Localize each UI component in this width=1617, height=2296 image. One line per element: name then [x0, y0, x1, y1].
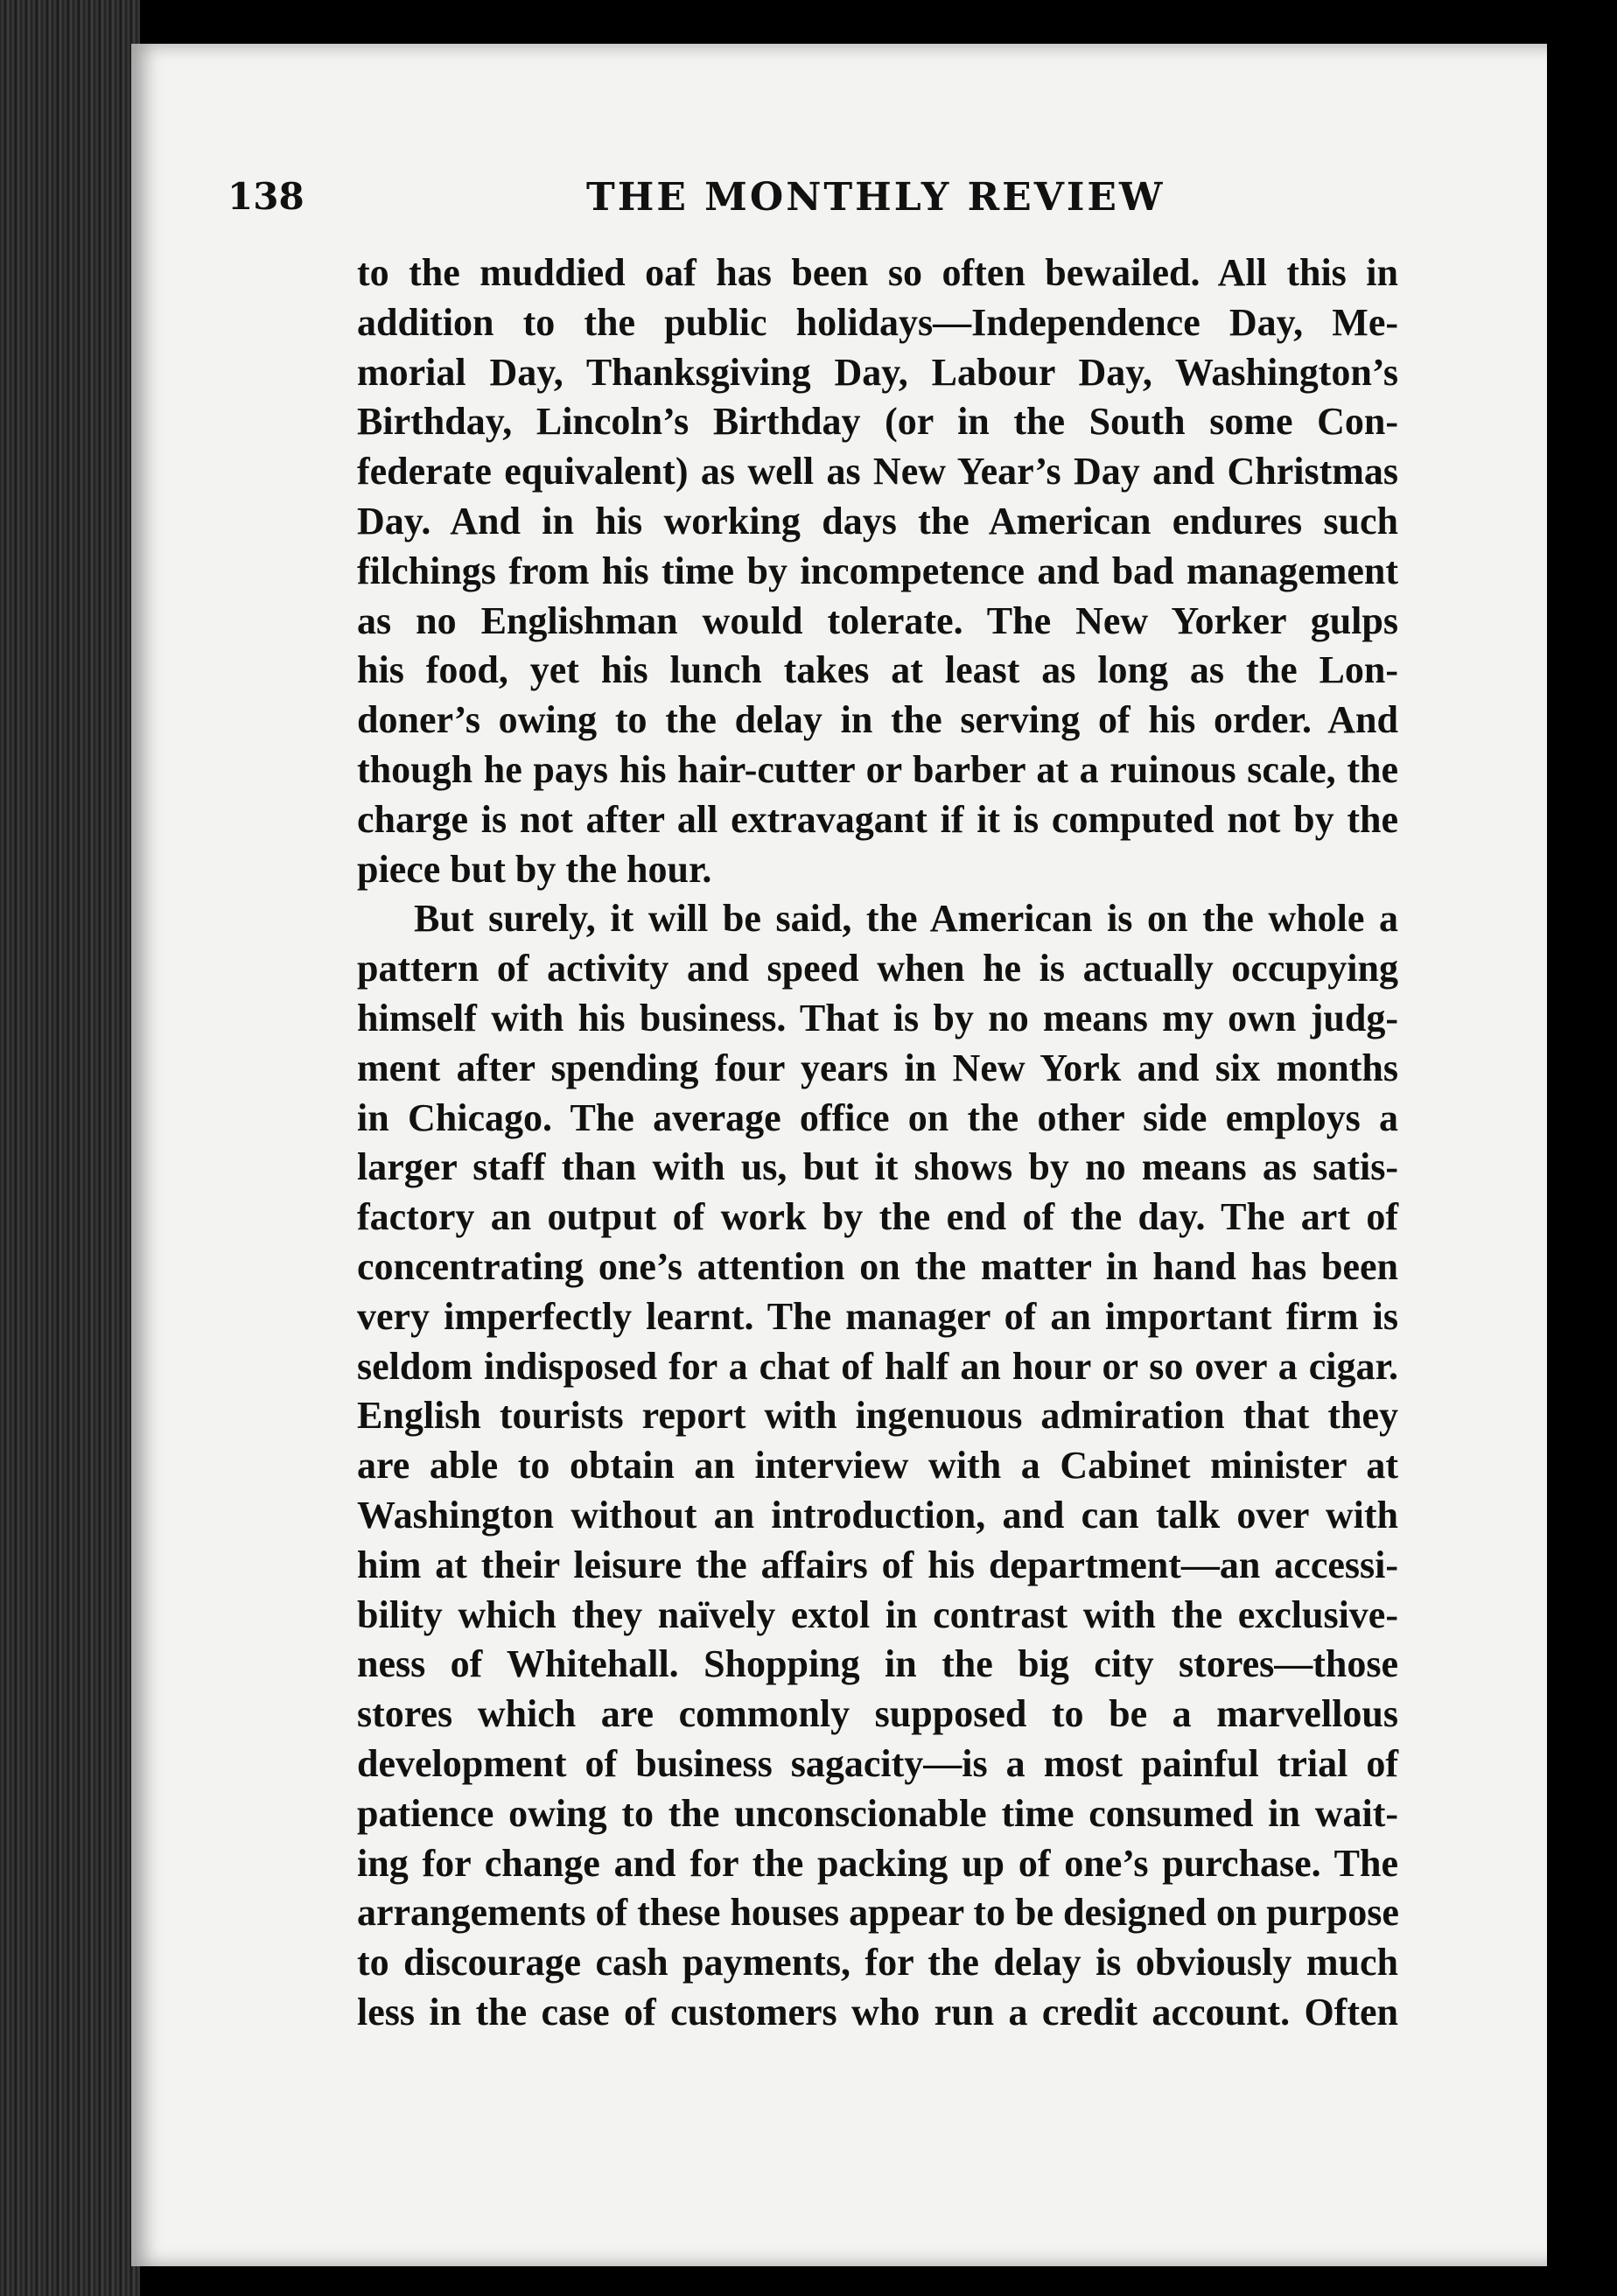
- text-line: less in the case of customers who run a credit account. Often: [357, 1990, 1398, 2034]
- text-line: in Chicago. The average office on the other side employs a: [357, 1096, 1398, 1139]
- text-line: filchings from his time by incompetence and bad management: [357, 549, 1398, 592]
- text-line: as no Englishman would tolerate. The New Yorker gulps: [357, 598, 1398, 642]
- text-line: morial Day, Thanksgiving Day, Labour Day, Washington’s: [357, 350, 1398, 394]
- text-line: Washington without an introduction, and can talk over with: [357, 1493, 1398, 1536]
- text-line: But surely, it will be said, the American is on the whole a: [414, 897, 1398, 941]
- page-number: 138: [228, 175, 304, 218]
- text-line: bility which they naïvely extol in contrast with the exclusive-: [357, 1592, 1398, 1636]
- paragraph: [357, 248, 1398, 894]
- text-line: to discourage cash payments, for the delay is obviously much: [357, 1941, 1398, 1984]
- right-scan-border: [1547, 0, 1617, 2296]
- running-title: THE MONTHLY REVIEW: [586, 175, 1166, 220]
- text-line: are able to obtain an interview with a Cabinet minister at: [357, 1444, 1398, 1488]
- text-line: Day. And in his working days the American endures such: [357, 499, 1398, 542]
- text-line: ness of Whitehall. Shopping in the big city stores—those: [357, 1642, 1398, 1686]
- text-line: federate equivalent) as well as New Year’s Day and Christmas: [357, 450, 1398, 494]
- text-line: ing for change and for the packing up of one’s purchase. The: [357, 1841, 1398, 1885]
- text-line: to the muddied oaf has been so often bewailed. All this in: [357, 251, 1398, 294]
- text-line: larger staff than with us, but it shows by no means as satis-: [357, 1145, 1398, 1189]
- text-line: English tourists report with ingenuous admiration that they: [357, 1394, 1398, 1438]
- body-text: [357, 248, 1398, 2038]
- text-line: piece but by the hour.: [357, 847, 712, 891]
- text-line: himself with his business. That is by no means my own judg-: [357, 996, 1398, 1040]
- text-line: concentrating one’s attention on the matter in hand has been: [357, 1244, 1398, 1288]
- text-line: patience owing to the unconscionable time consumed in wait-: [357, 1791, 1398, 1835]
- text-line: him at their leisure the affairs of his department—an accessi-: [357, 1543, 1398, 1586]
- book-page-edges: [0, 0, 140, 2296]
- text-line: Birthday, Lincoln’s Birthday (or in the South some Con-: [357, 400, 1398, 444]
- text-line: charge is not after all extravagant if it is computed not by the: [357, 797, 1398, 841]
- page-header: [228, 175, 1400, 228]
- text-line: seldom indisposed for a chat of half an hour or so over a cigar.: [357, 1344, 1398, 1388]
- text-line: though he pays his hair-cutter or barber at a ruinous scale, the: [357, 747, 1398, 791]
- text-line: pattern of activity and speed when he is actually occupying: [357, 947, 1398, 990]
- text-line: addition to the public holidays—Independence Day, Me-: [357, 300, 1398, 344]
- text-line: arrangements of these houses appear to be designed on purpose: [357, 1891, 1399, 1935]
- text-line: stores which are commonly supposed to be a marvellous: [357, 1692, 1398, 1736]
- text-line: ment after spending four years in New York and six months: [357, 1046, 1398, 1089]
- text-line: doner’s owing to the delay in the serving of his order. And: [357, 698, 1398, 742]
- text-line: very imperfectly learnt. The manager of an important firm is: [357, 1294, 1398, 1338]
- text-line: his food, yet his lunch takes at least as long as the Lon-: [357, 648, 1398, 692]
- text-line: development of business sagacity—is a most painful trial of: [357, 1741, 1398, 1785]
- paragraph: [357, 894, 1398, 2037]
- text-line: factory an output of work by the end of the day. The art of: [357, 1195, 1398, 1239]
